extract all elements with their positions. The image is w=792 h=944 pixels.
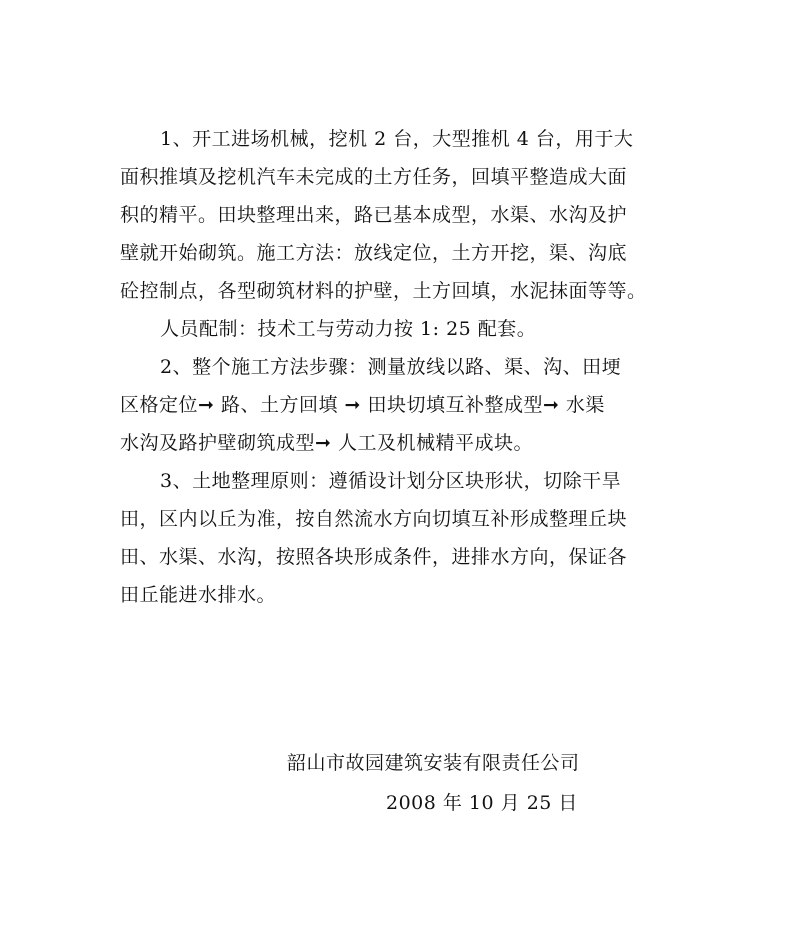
- paragraph-2-line-1: 2、整个施工方法步骤：测量放线以路、渠、沟、田埂: [160, 356, 622, 378]
- paragraph-1-line-4: 壁就开始砌筑。施工方法：放线定位，土方开挖，渠、沟底: [120, 242, 628, 264]
- paragraph-staffing: 人员配制：技术工与劳动力按 1: 25 配套。: [160, 318, 537, 340]
- paragraph-2-line-2: 区格定位➞ 路、土方回填 ➞ 田块切填互补整成型➞ 水渠: [120, 394, 605, 416]
- paragraph-1-line-3: 积的精平。田块整理出来，路已基本成型，水渠、水沟及护: [120, 204, 628, 226]
- paragraph-3-line-2: 田，区内以丘为准，按自然流水方向切填互补形成整理丘块: [120, 508, 628, 530]
- paragraph-1-line-1: 1、开工进场机械，挖机 2 台，大型推机 4 台，用于大: [160, 128, 634, 150]
- company-name: 韶山市故园建筑安装有限责任公司: [287, 752, 580, 774]
- document-body: [120, 120, 680, 614]
- paragraph-1-line-5: 砼控制点，各型砌筑材料的护壁，土方回填，水泥抹面等等。: [120, 280, 647, 302]
- paragraph-2-line-3: 水沟及路护壁砌筑成型➞ 人工及机械精平成块。: [120, 432, 533, 454]
- paragraph-3-line-3: 田、水渠、水沟，按照各块形成条件，进排水方向，保证各: [120, 546, 628, 568]
- paragraph-3-line-1: 3、土地整理原则：遵循设计划分区块形状，切除干旱: [160, 470, 622, 492]
- paragraph-1-line-2: 面积推填及挖机汽车未完成的土方任务，回填平整造成大面: [120, 166, 628, 188]
- paragraph-3-line-4: 田丘能进水排水。: [120, 584, 277, 606]
- signature-date: 2008 年 10 月 25 日: [386, 792, 578, 814]
